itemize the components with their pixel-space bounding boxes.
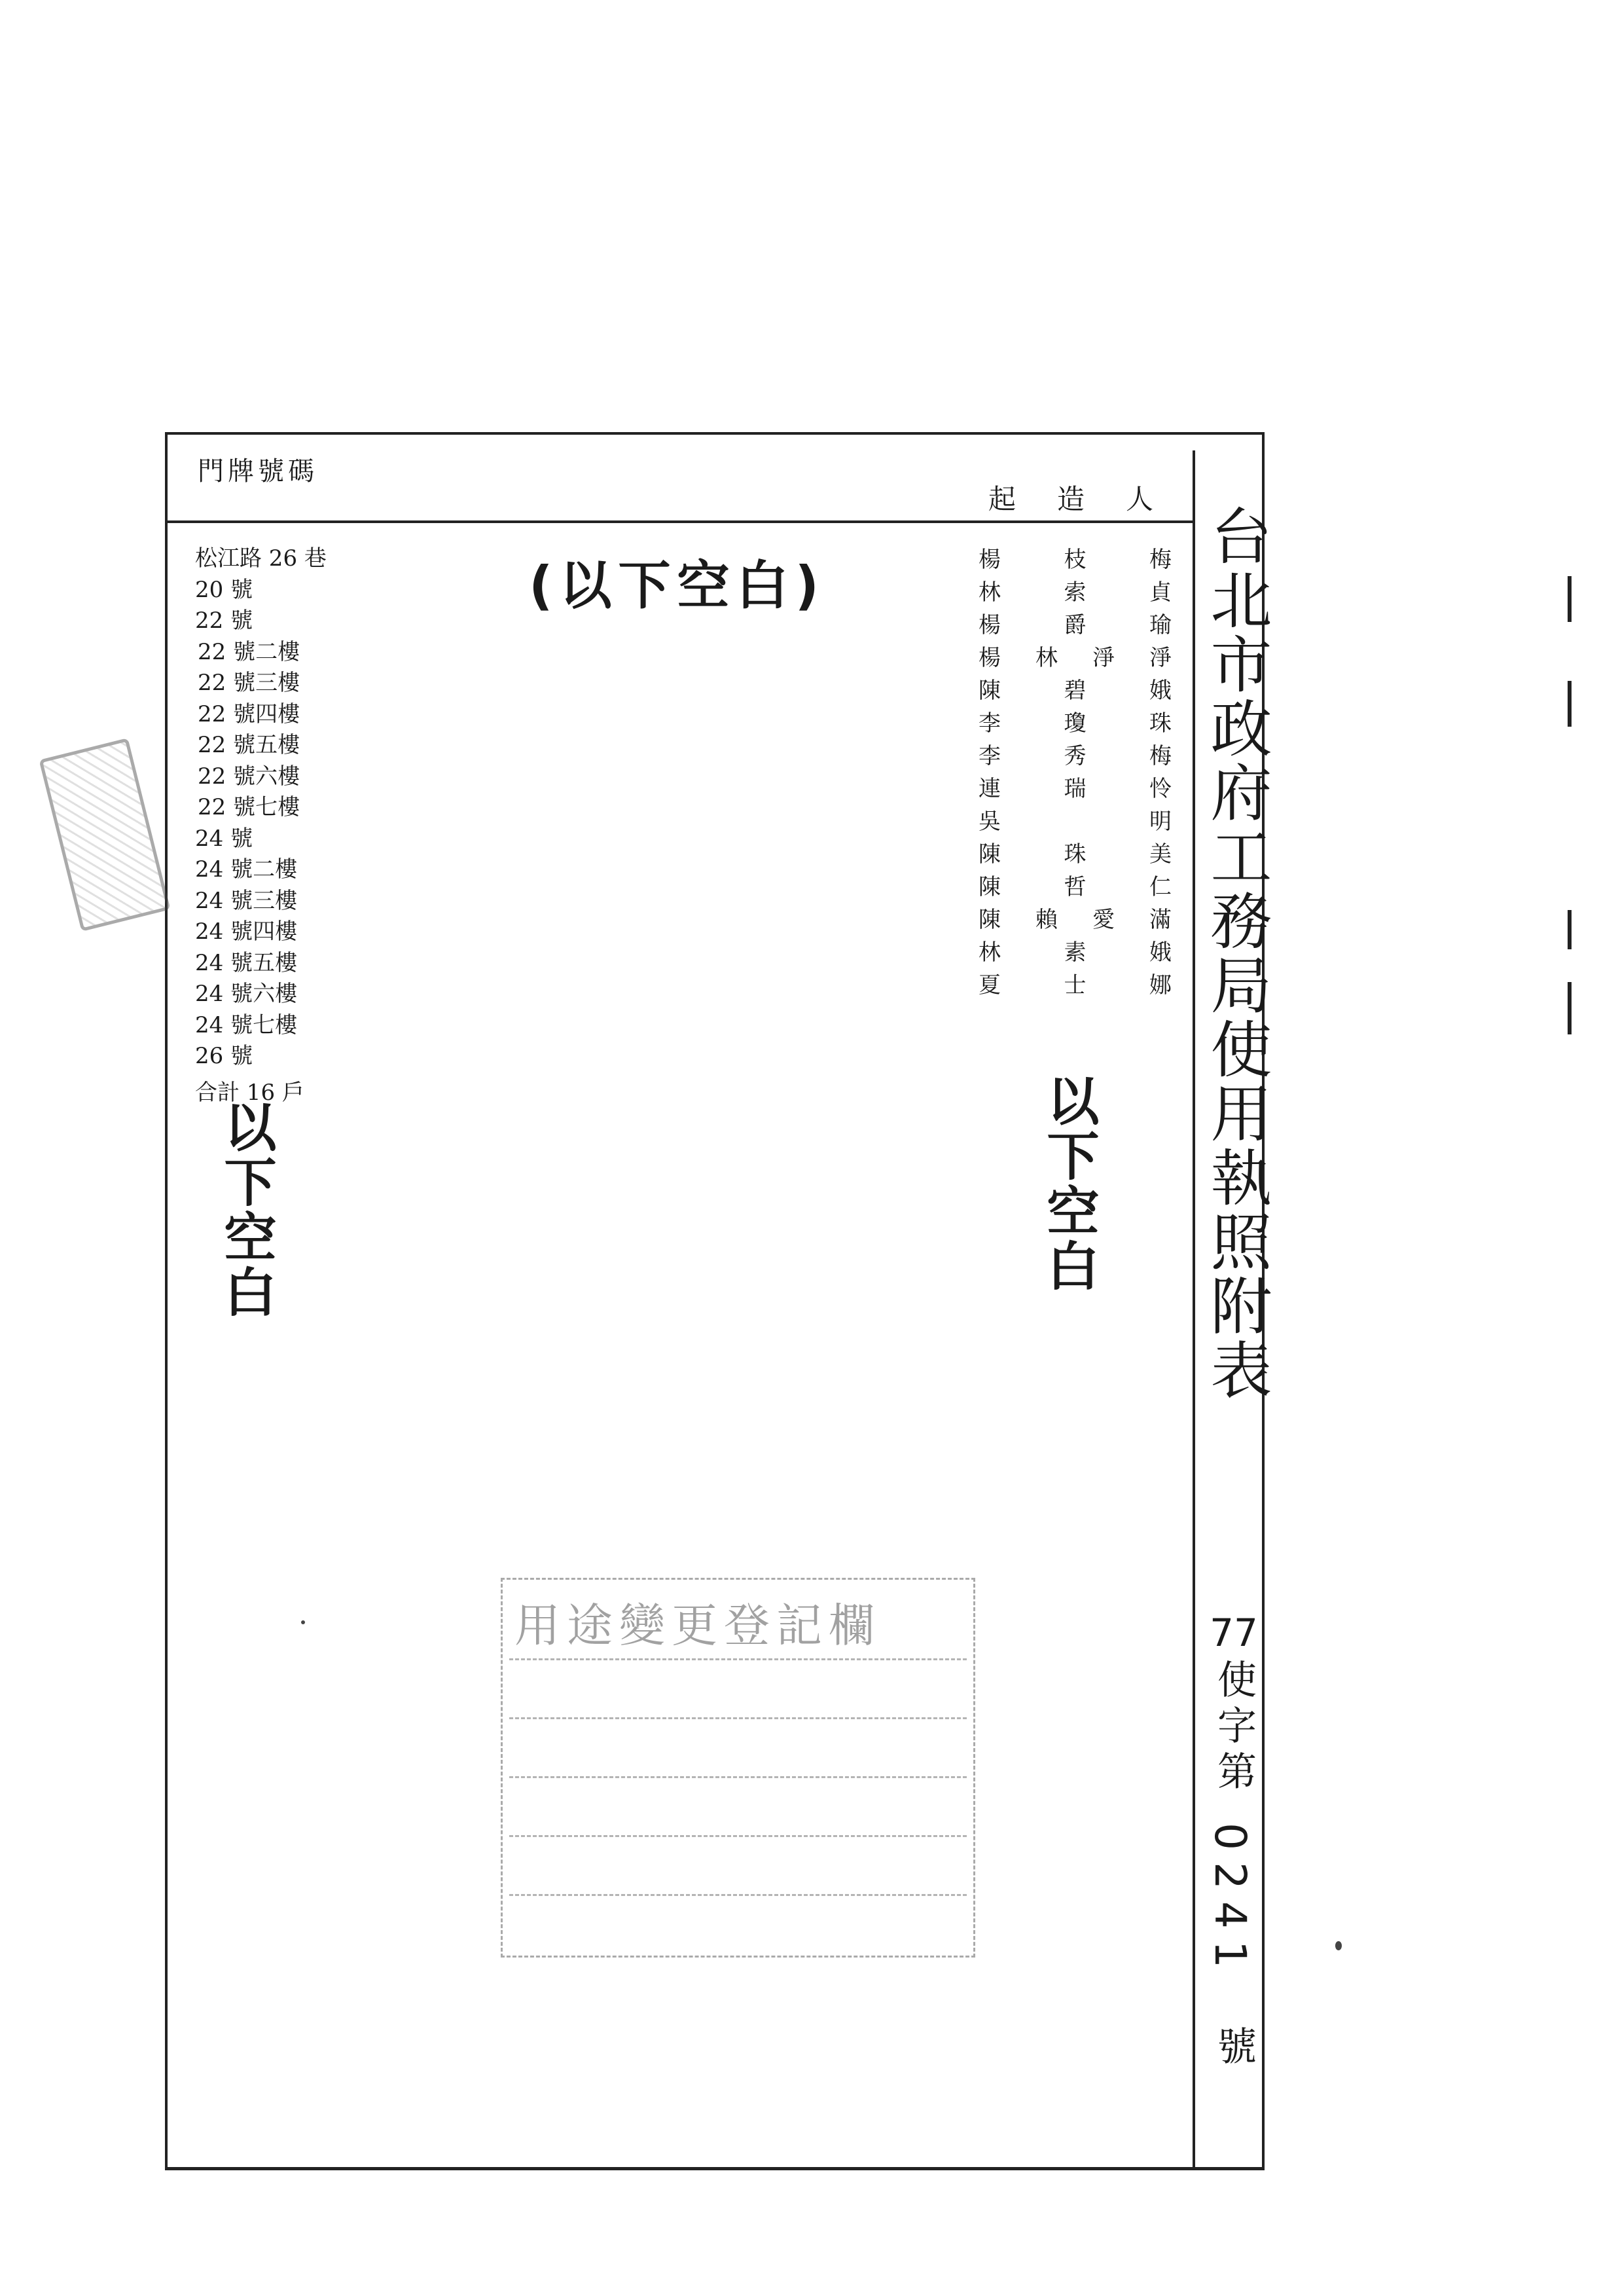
scan-speck [301, 1620, 305, 1624]
permit-prefix: 使字第 [1211, 1659, 1257, 1796]
scan-speck [1335, 1941, 1342, 1950]
builder-label-3: 人 [1126, 483, 1154, 515]
scan-mark [1568, 982, 1572, 1034]
blank-note-top: (以下空白) [529, 555, 826, 616]
permit-year: 77 [1210, 1611, 1258, 1655]
address-item: 22 號 [195, 608, 253, 634]
blank-note-left: 以下空白 [215, 1100, 276, 1320]
address-item: 24 號三樓 [195, 887, 298, 914]
registration-stamp [501, 1578, 975, 1958]
header-divider [165, 520, 1193, 523]
permit-block [1205, 1611, 1260, 2071]
builder-row: 夏 士 娜 [979, 972, 1172, 998]
stamp-title: 用途變更登記欄 [514, 1599, 881, 1652]
builder-row: 連 瑞 怜 [979, 776, 1172, 802]
builder-row: 楊 爵 瑜 [979, 612, 1172, 638]
address-item: 24 號六樓 [195, 981, 298, 1007]
title-column-divider [1193, 450, 1195, 2169]
builder-label-1: 起 [988, 483, 1016, 515]
address-item: 20 號 [195, 576, 253, 603]
builder-row: 林 素 娥 [979, 939, 1172, 966]
builder-list [979, 543, 1172, 1002]
builder-row: 陳 碧 娥 [979, 678, 1172, 704]
builder-row: 李 瓊 珠 [979, 710, 1172, 737]
address-list [195, 543, 327, 1108]
document-title: 台北市政府工務局使用執照附表 [1200, 504, 1271, 1402]
scan-mark [1568, 681, 1572, 727]
address-item: 24 號七樓 [195, 1011, 298, 1038]
address-item: 24 號四樓 [195, 919, 298, 945]
builder-row: 陳 哲 仁 [979, 874, 1172, 900]
address-total: 合計 16 戶 [195, 1079, 304, 1106]
address-item: 22 號三樓 [198, 670, 300, 696]
blank-note-builders: 以下空白 [1038, 1074, 1099, 1294]
permit-suffix: 號 [1211, 2025, 1257, 2071]
address-item: 22 號四樓 [198, 701, 300, 727]
address-item: 22 號七樓 [198, 794, 300, 820]
scan-mark [1568, 576, 1572, 622]
builder-label-2: 造 [1057, 483, 1085, 515]
permit-number: 0241 [1205, 1823, 1255, 1980]
address-item: 26 號 [195, 1043, 253, 1069]
builder-row: 陳 珠 美 [979, 841, 1172, 867]
builder-row: 陳 賴 愛 滿 [979, 907, 1172, 933]
builder-row: 楊 枝 梅 [979, 547, 1172, 573]
builder-row: 楊 林 淨 淨 [979, 645, 1172, 671]
address-item: 24 號 [195, 825, 253, 852]
address-item: 22 號六樓 [198, 763, 300, 790]
address-item: 22 號五樓 [198, 732, 300, 758]
builder-row: 林 索 貞 [979, 579, 1172, 606]
address-item: 松江路 26 巷 [195, 545, 327, 572]
address-item: 22 號二樓 [198, 638, 300, 665]
address-item: 24 號五樓 [195, 949, 298, 976]
seal-stamp [39, 738, 170, 932]
scan-mark [1568, 910, 1572, 949]
door-number-label: 門牌號碼 [198, 456, 318, 486]
builder-row: 李 秀 梅 [979, 743, 1172, 769]
builder-row: 吳 明 [979, 809, 1172, 835]
address-item: 24 號二樓 [195, 856, 298, 883]
